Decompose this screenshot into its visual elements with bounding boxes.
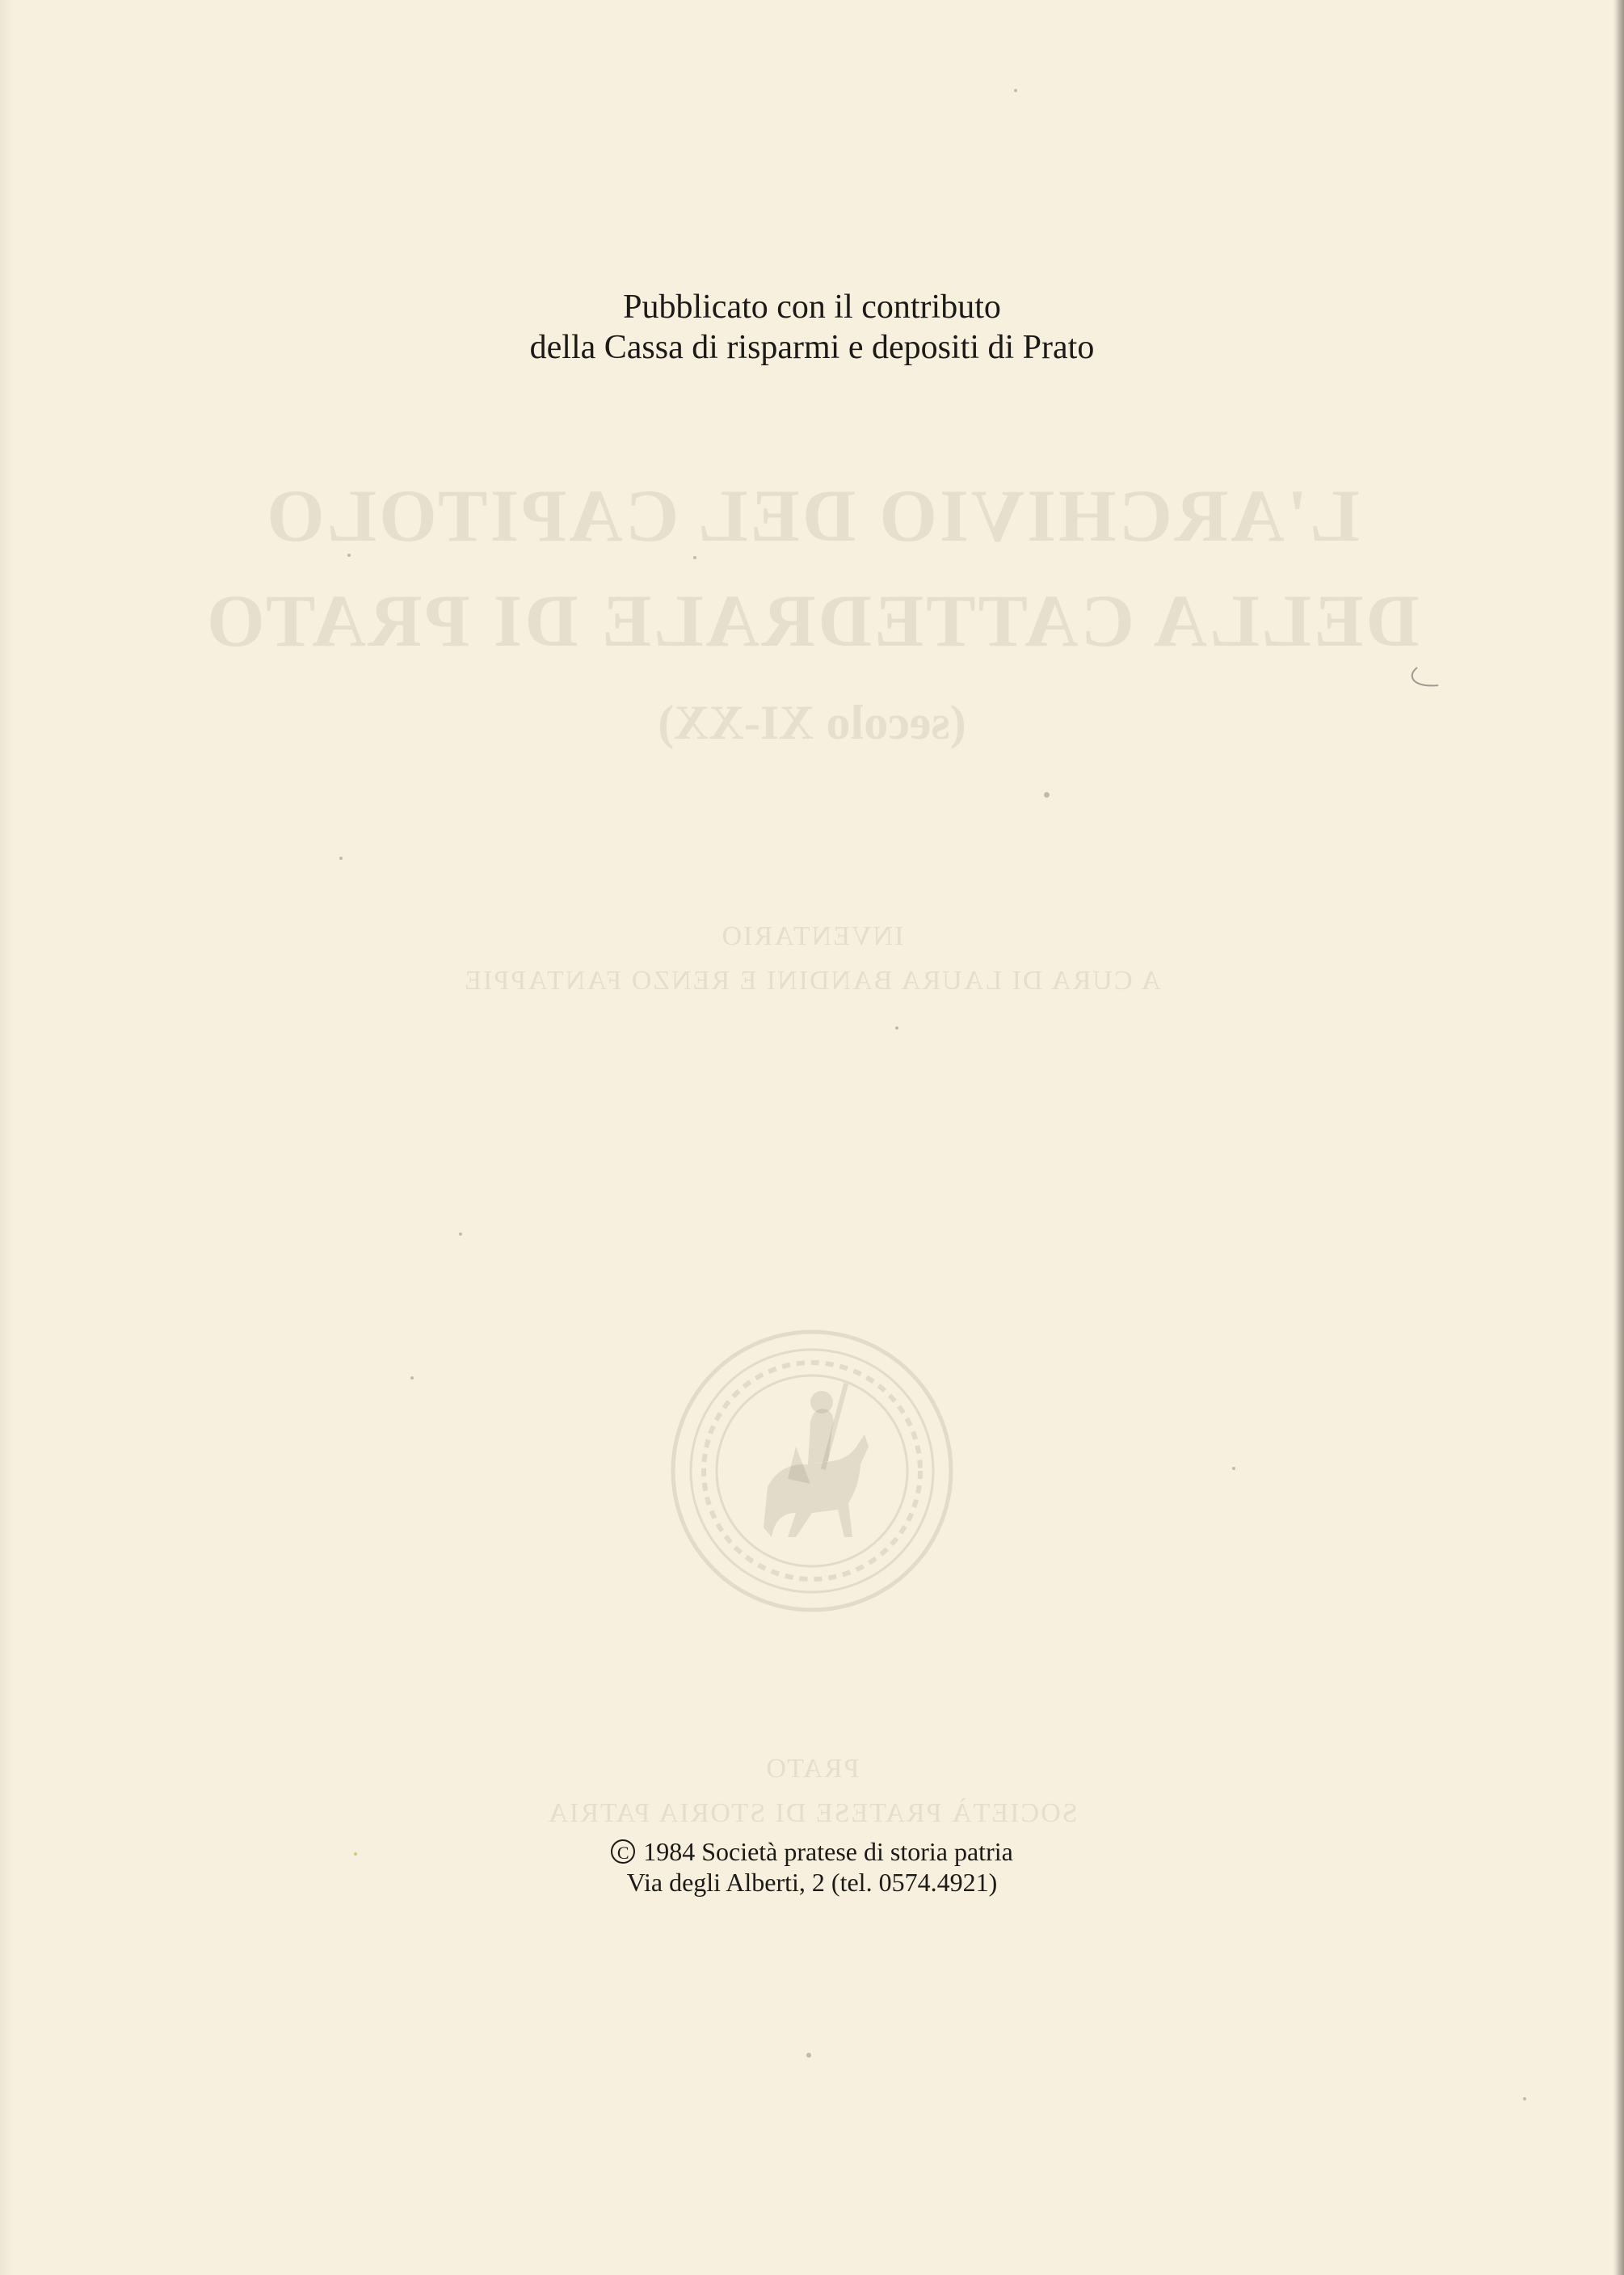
paper-speck [459, 1232, 462, 1236]
contribution-notice [0, 287, 1624, 368]
copyright-notice [0, 1836, 1624, 1898]
paper-speck [410, 1376, 414, 1380]
bleed-through-title-line-2: DELLA CATTEDRALE DI PRATO [204, 579, 1420, 662]
paper-speck [1232, 1467, 1235, 1470]
copyright-address: Via degli Alberti, 2 (tel. 0574.4921) [626, 1868, 998, 1897]
contribution-line-1: Pubblicato con il contributo [623, 289, 1001, 326]
bleed-through-inventory-line-1: INVENTARIO [720, 921, 904, 951]
bleed-through-title-line-1: L'ARCHIVIO DEL CAPITOLO [264, 474, 1360, 557]
paper-speck [354, 1852, 357, 1856]
paper-speck [1044, 792, 1050, 798]
paper-speck [806, 2053, 811, 2058]
bleed-through-publisher: SOCIETÀ PRATESE DI STORIA PATRIA [546, 1798, 1078, 1828]
copyright-holder: 1984 Società pratese di storia patria [643, 1837, 1013, 1866]
bleed-through-inventory-line-2: A CURA DI LAURA BANDINI E RENZO FANTAPPIE [463, 966, 1161, 996]
bleed-through-place: PRATO [764, 1754, 860, 1784]
paper-speck [1014, 89, 1017, 92]
pencil-mark [1406, 664, 1454, 697]
paper-speck [347, 554, 351, 557]
copyright-symbol-icon [611, 1839, 635, 1864]
paper-speck [1523, 2097, 1526, 2100]
paper-speck [895, 1026, 898, 1030]
bleed-through-title-line-3: (secolo XI-XX) [658, 696, 966, 749]
copyright-line-1 [0, 1836, 1624, 1867]
paper-speck [693, 556, 696, 559]
paper-speck [339, 857, 343, 860]
contribution-line-2: della Cassa di risparmi e depositi di Prato [529, 329, 1095, 366]
copyright-symbol-letter: C [616, 1843, 629, 1863]
society-seal-icon [667, 1325, 957, 1616]
